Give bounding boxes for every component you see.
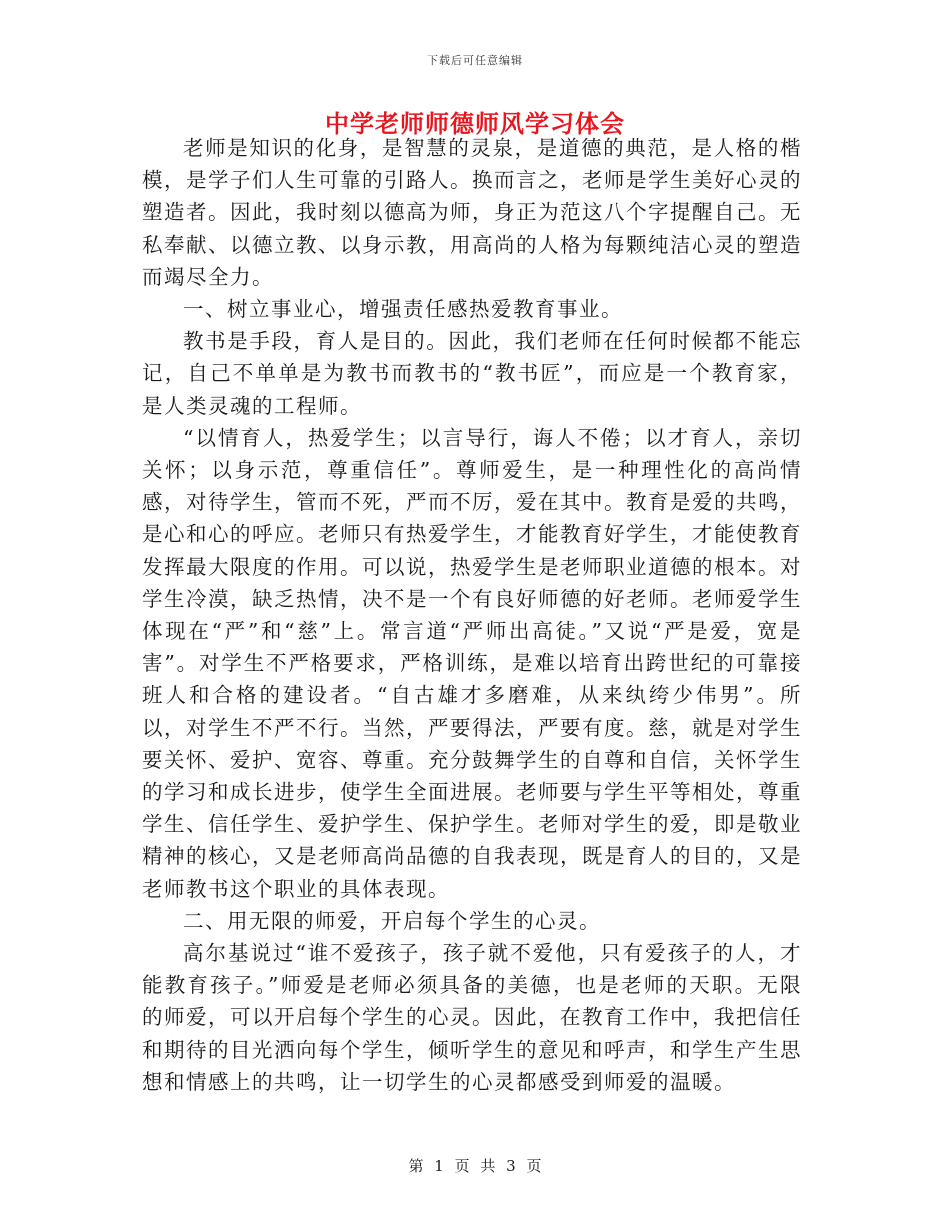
paragraph-intro: 老师是知识的化身，是智慧的灵泉，是道德的典范，是人格的楷模，是学子们人生可靠的引路人。换而言之，老师是学生美好心灵的塑造者。因此，我时刻以德高为师，身正为范这八个字提醒自己。无私奉献、以德立教、以身示教，用高尚的人格为每颗纯洁心灵的塑造而竭尽全力。 — [142, 136, 802, 289]
document-body — [142, 132, 802, 1098]
page-number: 第 1 页 共 3 页 — [408, 1157, 542, 1175]
paragraph-teaching: 教书是手段，育人是目的。因此，我们老师在任何时候都不能忘记，自己不单单是为教书而教书的“教书匠”，而应是一个教育家，是人类灵魂的工程师。 — [142, 329, 802, 418]
header-note: 下载后可任意编辑 — [427, 54, 523, 67]
paragraph-gorky: 高尔基说过“谁不爱孩子，孩子就不爱他，只有爱孩子的人，才能教育孩子。”师爱是老师必须具备的美德，也是老师的天职。无限的师爱，可以开启每个学生的心灵。因此，在教育工作中，我把信任和期待的目光洒向每个学生，倾听学生的意见和呼声，和学生产生思想和情感上的共鸣，让一切学生的心灵都感受到师爱的温暖。 — [142, 941, 802, 1094]
section-heading-1: 一、树立事业心，增强责任感热爱教育事业。 — [183, 297, 623, 322]
section-heading-2: 二、用无限的师爱，开启每个学生的心灵。 — [183, 908, 601, 933]
document-title: 中学老师师德师风学习体会 — [325, 109, 625, 138]
paragraph-love-students: “以情育人，热爱学生；以言导行，诲人不倦；以才育人，亲切关怀；以身示范，尊重信任”。尊师爱生，是一种理性化的高尚情感，对待学生，管而不死，严而不厉，爱在其中。教育是爱的共鸣，是心和心的呼应。老师只有热爱学生，才能教育好学生，才能使教育发挥最大限度的作用。可以说，热爱学生是老师职业道德的根本。对学生冷漠，缺乏热情，决不是一个有良好师德的好老师。老师爱学生体现在“严”和“慈”上。常言道“严师出高徒。”又说“严是爱，宽是害”。对学生不严格要求，严格训练，是难以培育出跨世纪的可靠接班人和合格的建设者。“自古雄才多磨难，从来纨绔少伟男”。所以，对学生不严不行。当然，严要得法，严要有度。慈，就是对学生要关怀、爱护、宽容、尊重。充分鼓舞学生的自尊和自信，关怀学生的学习和成长进步，使学生全面进展。老师要与学生平等相处，尊重学生、信任学生、爱护学生、保护学生。老师对学生的爱，即是敬业精神的核心，又是老师高尚品德的自我表现，既是育人的目的，又是老师教书这个职业的具体表现。 — [142, 425, 802, 901]
